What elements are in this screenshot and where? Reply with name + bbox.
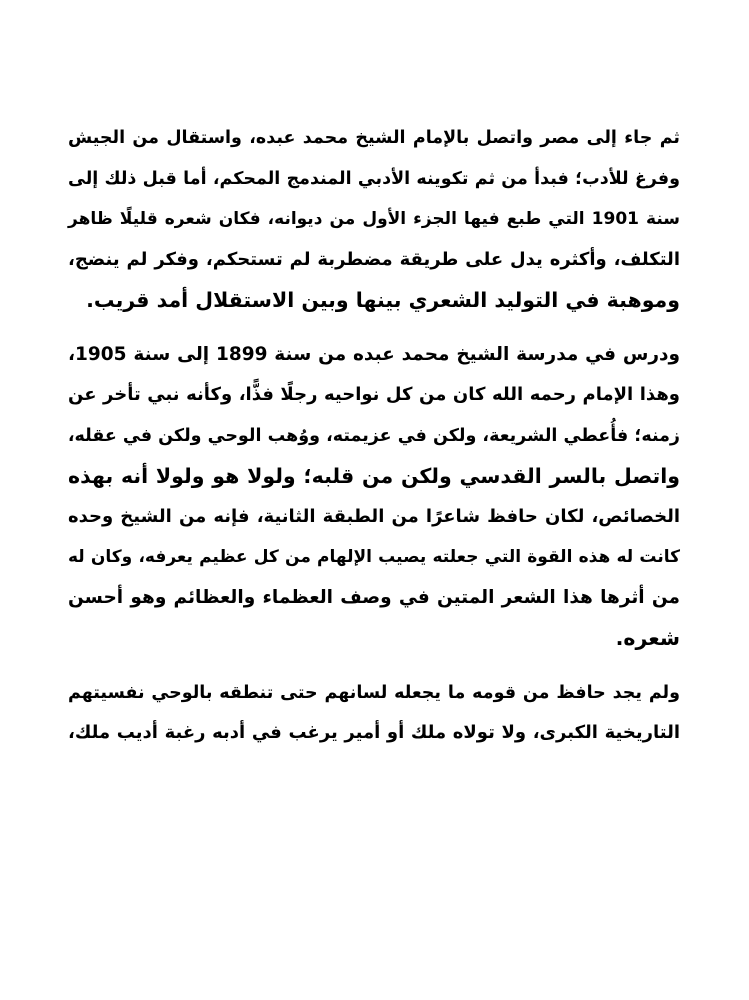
text-line: التكلف، وأكثره يدل على طريقة مضطربة لم تستحكم، وفكر لم ينضج، <box>68 248 680 270</box>
text-line: التاريخية الكبرى، ولا تولاه ملك أو أمير يرغب في أدبه رغبة أديب ملك، <box>68 722 680 743</box>
paragraph-1 <box>68 118 680 321</box>
text-line: سنة 1901 التي طبع فيها الجزء الأول من ديوانه، فكان شعره قليلًا ظاهر <box>68 209 680 229</box>
text-line: الخصائص، لكان حافظ شاعرًا من الطبقة الثانية، فإنه من الشيخ وحده <box>68 505 680 527</box>
text-line: وموهبة في التوليد الشعري بينها وبين الاستقلال أمد قريب. <box>86 288 680 312</box>
text-line: وفرغ للأدب؛ فبدأ من ثم تكوينه الأدبي المندمج المحكم، أما قبل ذلك إلى <box>68 168 680 189</box>
paragraph-2 <box>68 335 680 659</box>
paragraph-3 <box>68 673 680 754</box>
text-line: ولم يجد حافظ من قومه ما يجعله لسانهم حتى تنطقه بالوحي نفسيتهم <box>68 682 680 703</box>
document-page <box>68 118 680 768</box>
text-line: واتصل بالسر القدسي ولكن من قلبه؛ ولولا هو ولولا أنه بهذه <box>68 464 680 488</box>
text-line: ودرس في مدرسة الشيخ محمد عبده من سنة 1899 إلى سنة 1905، <box>68 343 680 365</box>
text-line: وهذا الإمام رحمه الله كان من كل نواحيه رجلًا فذًّا، وكأنه نبي تأخر عن <box>68 384 680 405</box>
text-line: من أثرها هذا الشعر المتين في وصف العظماء والعظائم وهو أحسن <box>68 586 680 608</box>
text-line: شعره. <box>615 626 680 650</box>
text-line: ثم جاء إلى مصر واتصل بالإمام الشيخ محمد عبده، واستقال من الجيش <box>68 128 680 148</box>
text-line: كانت له هذه القوة التي جعلته يصيب الإلهام من كل عظيم يعرفه، وكان له <box>68 547 680 567</box>
text-line: زمنه؛ فأُعطي الشريعة، ولكن في عزيمته، ووُهب الوحي ولكن في عقله، <box>67 425 680 446</box>
